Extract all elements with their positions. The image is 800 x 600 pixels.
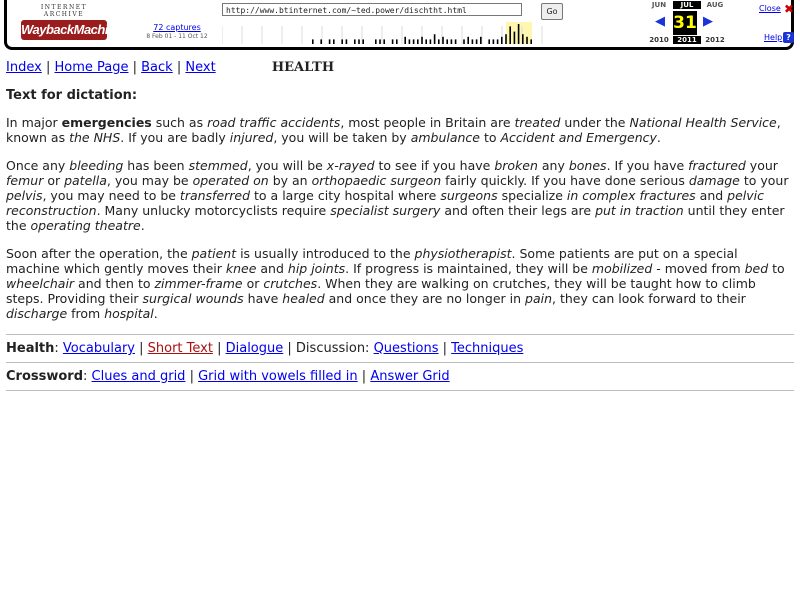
capture-bar — [341, 39, 343, 44]
capture-range: 8 Feb 01 - 11 Oct 12 — [146, 33, 208, 40]
vocab-term: x-rayed — [326, 158, 375, 173]
paragraph-2 — [6, 158, 794, 233]
capture-bar — [455, 39, 457, 44]
capture-bar — [383, 39, 385, 44]
paragraph-1 — [6, 115, 794, 145]
capture-bar — [320, 39, 322, 44]
divider — [6, 362, 794, 363]
vocab-term: put in traction — [595, 203, 684, 218]
vocab-term: bleeding — [69, 158, 124, 173]
text-run: and once they are no longer in — [324, 291, 526, 306]
text-run: have — [243, 291, 283, 306]
captures-link[interactable]: 72 captures — [153, 23, 201, 32]
capture-bar — [434, 34, 436, 44]
vocab-term: in complex fractures — [566, 188, 696, 203]
vocab-term: Accident and Emergency — [500, 130, 657, 145]
text-run: to see if you have — [374, 158, 495, 173]
capture-bar — [346, 39, 348, 44]
capture-sparkline[interactable] — [222, 22, 552, 44]
vocab-term: surgeons — [440, 188, 498, 203]
vocab-term: surgical wounds — [142, 291, 244, 306]
techniques-link[interactable]: Techniques — [451, 341, 524, 356]
capture-bar — [446, 39, 448, 44]
capture-bar — [476, 39, 478, 44]
vocab-term: stemmed — [188, 158, 248, 173]
capture-bar — [392, 39, 394, 44]
index-link[interactable]: Index — [6, 60, 42, 75]
text-run: has been — [123, 158, 189, 173]
logo-main-text: WaybackMachine — [21, 20, 107, 40]
top-nav — [6, 60, 794, 75]
vocab-term: crutches — [263, 276, 318, 291]
questions-link[interactable]: Questions — [373, 341, 439, 356]
vocab-term: operated on — [192, 173, 269, 188]
next-arrow-icon[interactable]: ▶ — [703, 14, 713, 29]
capture-bar — [417, 39, 419, 44]
vocab-term: hospital — [104, 306, 154, 321]
text-run: , you may be — [106, 173, 193, 188]
capture-bar — [488, 39, 490, 44]
divider — [6, 334, 794, 335]
capture-calendar — [643, 0, 747, 46]
wayback-toolbar — [4, 0, 794, 50]
text-run: In major — [6, 115, 62, 130]
url-input[interactable]: http://www.btinternet.com/~ted.power/dischtht.html — [222, 3, 522, 16]
text-run: - moved from — [652, 261, 745, 276]
vocab-term: damage — [688, 173, 740, 188]
vocab-term: ambulance — [410, 130, 480, 145]
vocab-term: discharge — [6, 306, 68, 321]
vocab-term: injured — [229, 130, 274, 145]
capture-bar — [413, 39, 415, 44]
crossword-links: Crossword: Clues and grid | Grid with vowels filled in | Answer Grid — [6, 369, 450, 384]
text-run: . Many unlucky motorcyclists require — [96, 203, 331, 218]
go-button[interactable]: Go — [541, 3, 563, 20]
wayback-logo[interactable] — [21, 4, 123, 40]
nav-separator: | — [45, 60, 51, 75]
capture-bar — [354, 39, 356, 44]
capture-bar — [333, 39, 335, 44]
capture-bar — [451, 39, 453, 44]
capture-bar — [501, 37, 503, 44]
month-current: JUL — [673, 1, 701, 9]
close-link[interactable]: Close — [759, 4, 781, 13]
text-run: . — [656, 130, 661, 145]
vocab-term: zimmer-frame — [154, 276, 243, 291]
vocab-term: hip joints — [287, 261, 346, 276]
text-run: , you will be — [247, 158, 327, 173]
capture-bar — [312, 39, 314, 44]
nav-separator: | — [176, 60, 182, 75]
text-run: such as — [151, 115, 208, 130]
section-title: Text for dictation: — [6, 88, 138, 103]
text-run: and — [695, 188, 728, 203]
vocab-term: healed — [282, 291, 325, 306]
text-run: your — [745, 158, 778, 173]
vocab-term: pain — [525, 291, 553, 306]
nav-separator: | — [132, 60, 137, 75]
year-current: 2011 — [673, 36, 701, 44]
home-page-link[interactable]: Home Page — [54, 60, 129, 75]
vocab-term: National Health Service — [629, 115, 777, 130]
text-run: . — [153, 306, 158, 321]
text-run: and often their legs are — [440, 203, 596, 218]
vocabulary-link[interactable]: Vocabulary — [62, 341, 135, 356]
text-run: . If you have — [606, 158, 689, 173]
capture-bar — [480, 37, 482, 44]
text-run: . When they are walking on crutches, they will be taught how to climb steps. Providing their — [6, 276, 756, 306]
text-run: under the — [560, 115, 630, 130]
vocab-term: broken — [494, 158, 538, 173]
capture-bar — [497, 39, 499, 44]
page-heading: HEALTH — [271, 60, 335, 75]
capture-bar — [518, 24, 520, 44]
vocab-term: the NHS — [69, 130, 121, 145]
text-run: . If you are badly — [120, 130, 230, 145]
capture-bar — [509, 26, 511, 44]
vocab-term: bones — [568, 158, 607, 173]
page-content — [6, 60, 794, 397]
discussion-label: Discussion: — [295, 341, 370, 356]
capture-bar — [514, 32, 516, 44]
vocab-term: patella — [64, 173, 107, 188]
vocab-term: orthopaedic surgeon — [311, 173, 442, 188]
help-icon[interactable]: ? — [783, 32, 794, 43]
vocab-term: pelvic reconstruction — [6, 188, 765, 218]
vocab-term: specialist surgery — [330, 203, 441, 218]
divider — [6, 390, 794, 391]
text-run: from — [67, 306, 105, 321]
capture-bar — [472, 39, 474, 44]
text-run: , known as — [6, 115, 781, 145]
text-run: , most people in Britain are — [340, 115, 515, 130]
text-run: , they can look forward to their — [552, 291, 746, 306]
vocab-term: wheelchair — [6, 276, 75, 291]
text-run: specialize — [497, 188, 567, 203]
text-run: or — [43, 173, 65, 188]
capture-bar — [442, 37, 444, 44]
month-prev[interactable]: JUN — [651, 1, 667, 9]
crossword-label: Crossword — [6, 369, 84, 384]
text-run: . — [140, 218, 145, 233]
next-link[interactable]: Next — [185, 60, 216, 75]
vocab-term: pelvis — [6, 188, 43, 203]
text-run: or — [242, 276, 264, 291]
capture-bar — [463, 39, 465, 44]
health-label: Health — [6, 341, 55, 356]
answer-grid-link[interactable]: Answer Grid — [370, 369, 450, 384]
text-run: and then to — [74, 276, 155, 291]
capture-bar — [530, 39, 532, 44]
vocab-term: physiotherapist — [414, 246, 512, 261]
vocab-term: transferred — [179, 188, 251, 203]
capture-bar — [430, 39, 432, 44]
text-run: fairly quickly. If you have done serious — [441, 173, 689, 188]
vowels-link[interactable]: Grid with vowels filled in — [198, 369, 358, 384]
capture-bar — [438, 39, 440, 44]
text-run: is usually introduced to the — [236, 246, 415, 261]
paragraph-3 — [6, 246, 794, 321]
text-run: Once any — [6, 158, 70, 173]
health-links: Health: Vocabulary | Short Text | Dialogue | Discussion: Questions | Techniques — [6, 341, 524, 356]
vocab-term: road traffic accidents — [207, 115, 341, 130]
logo-top-text: INTERNET ARCHIVE — [40, 4, 88, 18]
capture-bar — [425, 39, 427, 44]
text-run: . If progress is maintained, they will be — [345, 261, 592, 276]
capture-bar — [329, 39, 331, 44]
capture-bar — [404, 37, 406, 44]
text-run: to your — [739, 173, 789, 188]
capture-bar — [396, 39, 398, 44]
dialogue-link[interactable]: Dialogue — [225, 341, 284, 356]
text-run: by an — [268, 173, 312, 188]
year-next[interactable]: 2012 — [705, 36, 725, 44]
text-run: and — [256, 261, 288, 276]
text-run: to — [768, 261, 785, 276]
capture-bar — [493, 39, 495, 44]
short-text-link[interactable]: Short Text — [147, 341, 213, 356]
prev-arrow-icon[interactable]: ◀ — [655, 14, 665, 29]
vocab-term: knee — [225, 261, 257, 276]
capture-bar — [467, 37, 469, 44]
vocab-term: bed — [744, 261, 769, 276]
vocab-term: treated — [514, 115, 561, 130]
year-prev[interactable]: 2010 — [649, 36, 669, 44]
text-run: to a large city hospital where — [250, 188, 441, 203]
vocab-term: patient — [191, 246, 237, 261]
capture-bar — [526, 37, 528, 44]
close-icon[interactable]: ✖ — [784, 2, 795, 16]
back-link[interactable]: Back — [141, 60, 173, 75]
capture-bar — [409, 39, 411, 44]
bold-term: emergencies — [61, 115, 152, 130]
capture-bar — [522, 34, 524, 44]
vocab-term: femur — [6, 173, 44, 188]
clues-link[interactable]: Clues and grid — [91, 369, 186, 384]
capture-bar — [362, 39, 364, 44]
capture-day: 31 — [673, 13, 697, 33]
vocab-term: mobilized — [591, 261, 653, 276]
month-next[interactable]: AUG — [706, 1, 724, 9]
vocab-term: operating theatre — [30, 218, 141, 233]
text-run: until they enter the — [6, 203, 785, 233]
capture-bar — [379, 39, 381, 44]
text-run: Soon after the operation, the — [6, 246, 192, 261]
help-link[interactable]: Help — [764, 33, 783, 42]
text-run: to — [480, 130, 501, 145]
capture-bar — [505, 34, 507, 44]
text-run: , you may need to be — [42, 188, 180, 203]
capture-bar — [421, 37, 423, 44]
vocab-term: fractured — [688, 158, 746, 173]
captures-info — [137, 23, 217, 40]
text-run: , you will be taken by — [273, 130, 411, 145]
text-run: any — [537, 158, 569, 173]
text-run: . Some patients are put on a special machine which gently moves their — [6, 246, 738, 276]
capture-bar — [358, 39, 360, 44]
capture-bar — [375, 39, 377, 44]
